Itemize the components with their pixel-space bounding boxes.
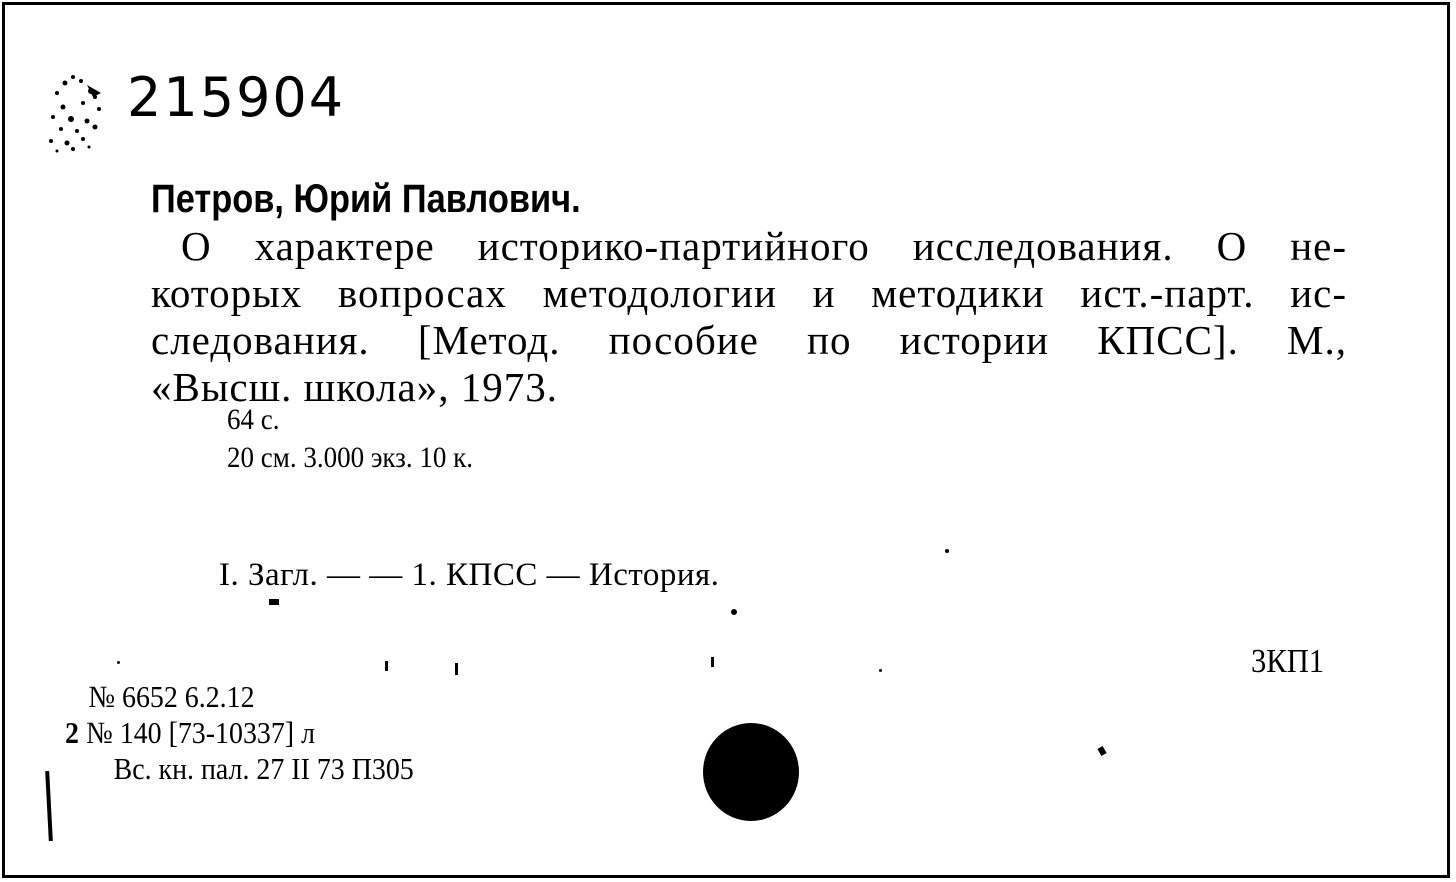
title-line: следования. [Метод. пособие по истории КПСС]. М., bbox=[151, 317, 1347, 363]
title-description bbox=[151, 223, 1347, 411]
edge-mark bbox=[45, 771, 53, 841]
inventory-number: 215904 bbox=[127, 66, 346, 129]
card-punch-hole bbox=[703, 723, 799, 821]
card-footer bbox=[65, 679, 414, 787]
speck bbox=[731, 609, 737, 615]
speck bbox=[1097, 746, 1106, 756]
title-line: которых вопросах методологии и методики ист.-парт. ис- bbox=[151, 270, 1347, 316]
classification-mark: 3КП1 bbox=[1251, 643, 1325, 680]
pages-count: 64 с. bbox=[227, 403, 280, 436]
footer-registry-line bbox=[65, 715, 414, 751]
size-copies-price: 20 см. 3.000 экз. 10 к. bbox=[227, 441, 473, 474]
speck bbox=[269, 599, 279, 605]
catalog-card bbox=[2, 2, 1450, 878]
speck bbox=[455, 663, 458, 675]
footer-order-line: № 6652 6.2.12 bbox=[88, 679, 255, 714]
author-heading: Петров, Юрий Павлович. bbox=[151, 177, 581, 221]
tracings-line: I. Загл. — — 1. КПСС — История. bbox=[219, 557, 720, 593]
speck bbox=[385, 661, 388, 671]
footer-chamber-line: Вс. кн. пал. 27 II 73 П305 bbox=[113, 751, 414, 786]
speck bbox=[879, 669, 882, 672]
speck bbox=[945, 549, 949, 553]
title-line: «Высш. школа», 1973. bbox=[151, 364, 558, 410]
speck bbox=[117, 661, 120, 664]
library-stamp-icon bbox=[43, 67, 109, 157]
title-line: О характере историко-партийного исследования. О не- bbox=[181, 223, 1347, 269]
speck bbox=[711, 657, 714, 667]
footer-copy-count: 2 bbox=[65, 715, 79, 750]
footer-registry-number: № 140 [73-10337] л bbox=[86, 715, 316, 750]
